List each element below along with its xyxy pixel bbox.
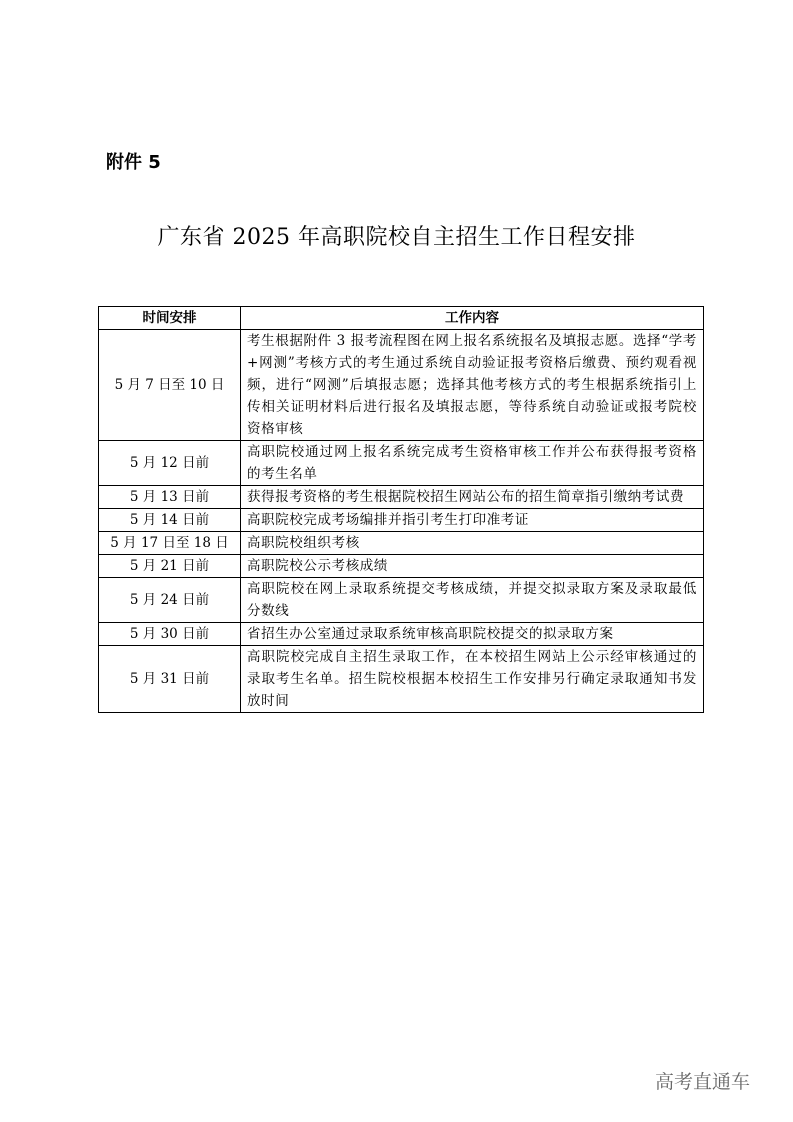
- row-date: 5 月 7 日至 10 日: [99, 330, 241, 441]
- document-title: 广东省 2025 年高职院校自主招生工作日程安排: [157, 225, 636, 250]
- row-date: 5 月 13 日前: [99, 486, 241, 509]
- row-date: 5 月 12 日前: [99, 441, 241, 486]
- table-row: [99, 646, 704, 713]
- row-content: 考生根据附件 3 报考流程图在网上报名系统报名及填报志愿。选择“学考+网测”考核方式的考生通过系统自动验证报考资格后缴费、预约观看视频，进行“网测”后填报志愿；选择其他考核方式的考生根据系统指引上传相关证明材料后进行报名及填报志愿，等待系统自动验证或报考院校资格审核: [241, 330, 704, 441]
- row-date: 5 月 21 日前: [99, 555, 241, 578]
- header-content: 工作内容: [241, 307, 704, 330]
- row-date: 5 月 31 日前: [99, 646, 241, 713]
- row-content: 高职院校完成考场编排并指引考生打印准考证: [241, 509, 704, 532]
- table-row: [99, 486, 704, 509]
- table-row: [99, 555, 704, 578]
- row-content: 获得报考资格的考生根据院校招生网站公布的招生简章指引缴纳考试费: [241, 486, 704, 509]
- table-row: [99, 509, 704, 532]
- table-row: [99, 532, 704, 555]
- table-header-row: [99, 307, 704, 330]
- row-content: 省招生办公室通过录取系统审核高职院校提交的拟录取方案: [241, 623, 704, 646]
- row-date: 5 月 30 日前: [99, 623, 241, 646]
- row-content: 高职院校组织考核: [241, 532, 704, 555]
- attachment-label: 附件 5: [106, 152, 161, 173]
- row-content: 高职院校公示考核成绩: [241, 555, 704, 578]
- row-content: 高职院校通过网上报名系统完成考生资格审核工作并公布获得报考资格的考生名单: [241, 441, 704, 486]
- watermark-text: 高考直通车: [655, 1071, 751, 1093]
- row-date: 5 月 17 日至 18 日: [99, 532, 241, 555]
- table-row: [99, 578, 704, 623]
- schedule-table: [98, 306, 704, 713]
- row-content: 高职院校在网上录取系统提交考核成绩，并提交拟录取方案及录取最低分数线: [241, 578, 704, 623]
- table-row: [99, 623, 704, 646]
- row-date: 5 月 24 日前: [99, 578, 241, 623]
- header-time: 时间安排: [99, 307, 241, 330]
- table-row: [99, 441, 704, 486]
- row-date: 5 月 14 日前: [99, 509, 241, 532]
- table-row: [99, 330, 704, 441]
- row-content: 高职院校完成自主招生录取工作，在本校招生网站上公示经审核通过的录取考生名单。招生院校根据本校招生工作安排另行确定录取通知书发放时间: [241, 646, 704, 713]
